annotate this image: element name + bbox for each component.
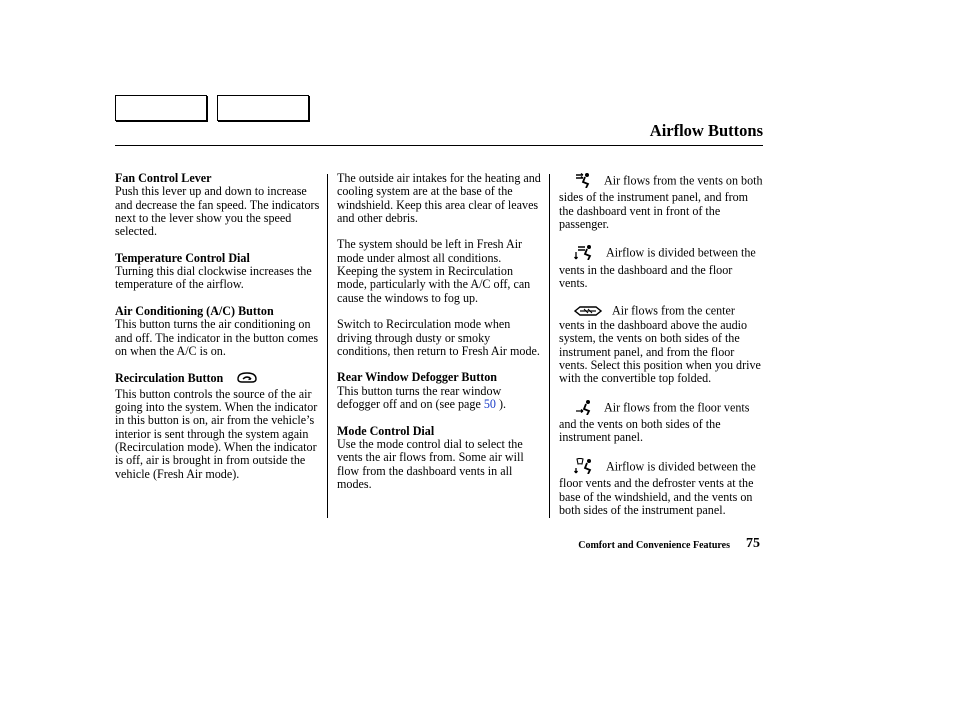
page-number: 75: [746, 536, 760, 551]
mode-description: Air flows from the floor vents and the vents on both sides of the instrument panel.: [559, 400, 750, 445]
mode-entry: [559, 399, 763, 445]
convertible-top-icon: [574, 304, 602, 319]
column-3: [559, 172, 763, 530]
recirculation-body: This button controls the source of the air going into the system. When the indicator in this button is on, air from the vehicle’s interior is sent through the system again (Recirculation mode). When the indicator is off, air is brought in from outside the vehicle (Fresh Air mode).: [115, 386, 318, 481]
fan-heading: Fan Control Lever: [115, 171, 212, 185]
nav-button-previous[interactable]: [115, 95, 207, 121]
defogger-section: [337, 371, 543, 411]
column-divider: [327, 174, 328, 518]
fresh-air-body: The system should be left in Fresh Air mode under almost all conditions. Keeping the system in Recirculation mode, particularly with the A/C off, can cause the windows to fog up.: [337, 237, 531, 305]
mode-heading: Mode Control Dial: [337, 423, 435, 438]
recirculation-icon: [236, 371, 258, 387]
column-1: [115, 172, 321, 494]
page-title: Airflow Buttons: [649, 121, 763, 140]
temperature-heading: Temperature Control Dial: [115, 250, 250, 265]
temperature-body: Turning this dial clockwise increases the temperature of the airflow.: [115, 264, 312, 292]
mode-entry: [559, 244, 763, 290]
defogger-body: [337, 385, 543, 412]
intake-body: The outside air intakes for the heating and cooling system are at the base of the windshield. Keep this area clear of leaves and other debris.: [337, 171, 541, 225]
intake-section: [337, 172, 543, 225]
recirculation-section: [115, 371, 321, 480]
floor-defrost-icon: [574, 458, 596, 477]
switch-body: Switch to Recirculation mode when driving through dusty or smoky conditions, then return to Fresh Air mode.: [337, 317, 540, 358]
column-divider: [549, 174, 550, 518]
mode-entry: [559, 458, 763, 517]
mode-description: Air flows from the vents on both sides of the instrument panel, and from the dashboard vent in front of the passenger.: [559, 173, 763, 231]
mode-entry: [559, 304, 763, 386]
mode-section: [337, 425, 543, 491]
ac-body: This button turns the air conditioning on and off. The indicator in the button comes on when the A/C is on.: [115, 317, 319, 358]
ac-heading: Air Conditioning (A/C) Button: [115, 303, 274, 318]
defogger-heading: Rear Window Defogger Button: [337, 370, 498, 385]
ac-section: [115, 305, 321, 358]
mode-description: Air flows from the center vents in the dashboard above the audio system, the vents on both sides of the instrument panel, and from the floor vents. Select this position when you drive with the convertible top folded.: [559, 303, 761, 386]
defogger-body-end: ).: [499, 397, 507, 412]
nav-button-next[interactable]: [217, 95, 309, 121]
bi-level-icon: [574, 244, 596, 263]
mode-description: Airflow is divided between the floor vents and the defroster vents at the base of the windshield, and the vents on both sides of the instrument panel.: [559, 459, 756, 517]
mode-body: Use the mode control dial to select the vents the air flows from. Some air will flow from the dashboard vents in all modes.: [337, 436, 524, 491]
floor-vent-icon: [574, 399, 594, 418]
fan-section: [115, 172, 321, 238]
title-divider: [115, 145, 763, 146]
recirculation-heading: Recirculation Button: [115, 371, 224, 386]
defogger-body-text: This button turns the rear window defogger off and on (see page: [337, 383, 502, 412]
page-link-50[interactable]: 50: [483, 397, 496, 412]
mode-entry: [559, 172, 763, 231]
temperature-section: [115, 252, 321, 292]
fresh-air-section: [337, 238, 543, 304]
mode-description: Airflow is divided between the vents in the dashboard and the floor vents.: [559, 245, 756, 291]
dash-vent-icon: [574, 172, 594, 191]
footer-section-title: Comfort and Convenience Features: [578, 540, 730, 551]
recirculation-heading-row: [115, 371, 321, 387]
fan-body: Push this lever up and down to increase and decrease the fan speed. The indicators next to the lever show you the speed selected.: [115, 184, 320, 239]
column-2: [337, 172, 543, 504]
switch-section: [337, 318, 543, 358]
